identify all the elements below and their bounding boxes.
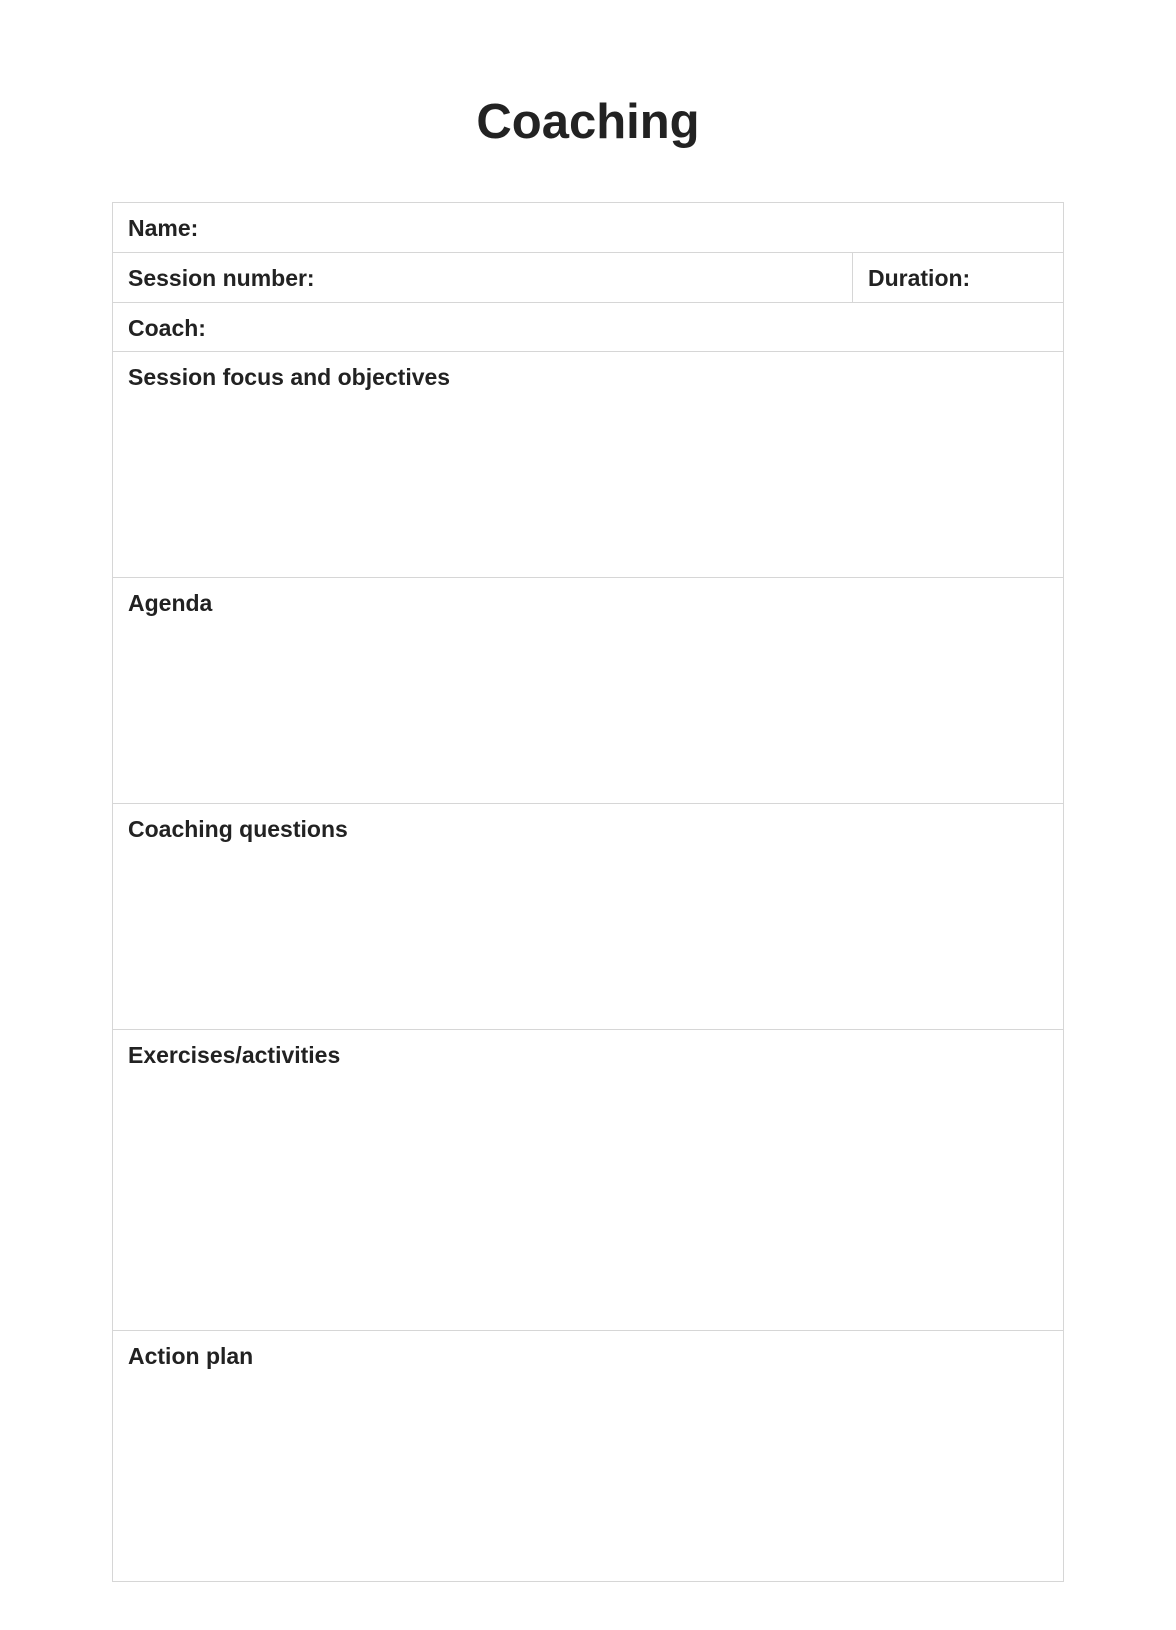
agenda-section-heading: Agenda	[128, 590, 213, 616]
agenda-section[interactable]	[113, 578, 1063, 804]
session-row	[113, 253, 1063, 303]
coaching-form	[112, 202, 1064, 1582]
duration-label[interactable]: Duration:	[852, 253, 1063, 302]
questions-section[interactable]	[113, 804, 1063, 1030]
session-number-label[interactable]: Session number:	[128, 265, 315, 291]
page-title: Coaching	[476, 95, 700, 149]
name-row[interactable]	[113, 203, 1063, 253]
exercises-section-heading: Exercises/activities	[128, 1042, 341, 1068]
coach-row[interactable]	[113, 303, 1063, 352]
focus-section-heading: Session focus and objectives	[128, 364, 451, 390]
questions-section-heading: Coaching questions	[128, 816, 348, 842]
exercises-section[interactable]	[113, 1030, 1063, 1331]
action-plan-section-heading: Action plan	[128, 1343, 254, 1369]
name-label: Name:	[128, 215, 199, 241]
action-plan-section[interactable]	[113, 1331, 1063, 1581]
focus-section[interactable]	[113, 352, 1063, 578]
coach-label: Coach:	[128, 315, 206, 341]
